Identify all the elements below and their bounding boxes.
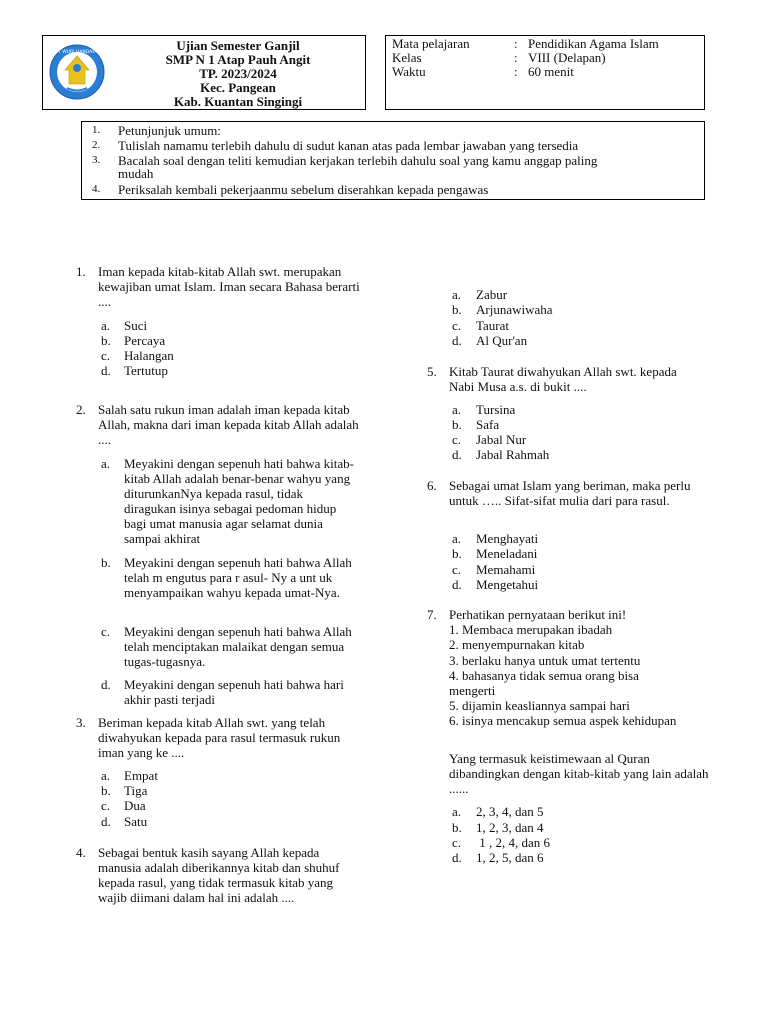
instruction-text: Bacalah soal dengan teliti kemudian kerjakan terlebih dahulu soal yang kamu anggap paling mudah bbox=[118, 153, 598, 181]
option-letter: a. bbox=[452, 531, 462, 546]
option-letter: b. bbox=[101, 555, 111, 570]
statement-item: 4. bahasanya tidak semua orang bisa mengerti bbox=[449, 668, 639, 698]
info-value: 60 menit bbox=[528, 64, 574, 79]
question-text: Salah satu rukun iman adalah iman kepada kitab Allah, makna dari iman kepada kitab Allah adalah .... bbox=[98, 402, 359, 447]
instruction-number: 2. bbox=[92, 139, 101, 151]
school-name: SMP N 1 Atap Pauh Angit bbox=[165, 52, 311, 67]
option-text[interactable]: Dua bbox=[124, 798, 146, 813]
option-letter: a. bbox=[452, 402, 462, 417]
instruction-number: 1. bbox=[92, 124, 101, 136]
logo-text: TUT WURI HANDAYANI bbox=[52, 50, 102, 55]
option-text[interactable]: Meyakini dengan sepenuh hati bahwa hari akhir pasti terjadi bbox=[124, 677, 344, 707]
info-colon: : bbox=[514, 50, 518, 65]
info-value: VIII (Delapan) bbox=[528, 50, 606, 65]
option-letter: a. bbox=[101, 768, 111, 783]
info-label: Mata pelajaran bbox=[392, 36, 470, 51]
option-text[interactable]: Halangan bbox=[124, 348, 174, 363]
question-text: Sebagai umat Islam yang beriman, maka perlu untuk ….. Sifat-sifat mulia dari para rasul. bbox=[449, 478, 691, 508]
question-prompt: Yang termasuk keistimewaan al Quran dibandingkan dengan kitab-kitab yang lain adalah ...... bbox=[449, 751, 709, 796]
option-text[interactable]: Zabur bbox=[476, 287, 508, 302]
instruction-number: 3. bbox=[92, 154, 101, 166]
option-letter: d. bbox=[101, 677, 111, 692]
statement-item: 2. menyempurnakan kitab bbox=[449, 637, 585, 652]
option-letter: b. bbox=[101, 333, 111, 348]
option-text[interactable]: Safa bbox=[476, 417, 500, 432]
option-letter: c. bbox=[452, 835, 462, 850]
option-letter: a. bbox=[101, 456, 111, 471]
option-text[interactable]: Suci bbox=[124, 318, 148, 333]
statement-item: 3. berlaku hanya untuk umat tertentu bbox=[449, 653, 641, 668]
option-letter: d. bbox=[101, 363, 111, 378]
option-letter: c. bbox=[452, 432, 462, 447]
question-number: 4. bbox=[76, 845, 86, 860]
option-text[interactable]: Tursina bbox=[476, 402, 516, 417]
question-number: 3. bbox=[76, 715, 86, 730]
option-letter: c. bbox=[101, 624, 111, 639]
option-text[interactable]: Menghayati bbox=[476, 531, 539, 546]
instruction-text: Tulislah namamu terlebih dahulu di sudut kanan atas pada lembar jawaban yang tersedia bbox=[118, 138, 579, 153]
exam-title: Ujian Semester Ganjil bbox=[176, 38, 300, 53]
option-letter: a. bbox=[452, 804, 462, 819]
option-text[interactable]: Taurat bbox=[476, 318, 510, 333]
option-text[interactable]: Tiga bbox=[124, 783, 148, 798]
option-text[interactable]: Arjunawiwaha bbox=[476, 302, 553, 317]
option-letter: c. bbox=[101, 348, 111, 363]
option-text[interactable]: Empat bbox=[124, 768, 158, 783]
school-year: TP. 2023/2024 bbox=[199, 66, 277, 81]
option-text[interactable]: Al Qur'an bbox=[476, 333, 528, 348]
school-header-box bbox=[42, 35, 366, 110]
option-letter: b. bbox=[101, 783, 111, 798]
option-letter: b. bbox=[452, 417, 462, 432]
question-text: Sebagai bentuk kasih sayang Allah kepada manusia adalah diberikannya kitab dan shuhuf kepada rasul, yang tidak termasuk kitab yang wajib diimani dalam hal ini adalah .... bbox=[98, 845, 340, 905]
subject-info-box bbox=[385, 35, 705, 110]
option-text[interactable]: Meyakini dengan sepenuh hati bahwa kitab- kitab Allah adalah benar-benar wahyu yang diturunkanNya kepada rasul, tidak diragukan isinya sebagai pedoman hidup bagi umat manusia agar selamat dunia sampai akhirat bbox=[124, 456, 354, 546]
option-text[interactable]: Satu bbox=[124, 814, 148, 829]
option-text[interactable]: Meneladani bbox=[476, 546, 538, 561]
school-logo-icon bbox=[49, 44, 105, 100]
option-text[interactable]: Percaya bbox=[124, 333, 166, 348]
option-letter: c. bbox=[452, 318, 462, 333]
option-letter: b. bbox=[452, 546, 462, 561]
instruction-text: Periksalah kembali pekerjaanmu sebelum diserahkan kepada pengawas bbox=[118, 182, 489, 197]
option-text[interactable]: Meyakini dengan sepenuh hati bahwa Allah telah m engutus para r asul- Ny a unt uk menyampaikan wahyu kepada umat-Nya. bbox=[124, 555, 352, 600]
question-text: Perhatikan pernyataan berikut ini! bbox=[449, 607, 627, 622]
instruction-number: 4. bbox=[92, 183, 101, 195]
option-text[interactable]: 1, 2, 3, dan 4 bbox=[476, 820, 544, 835]
question-number: 1. bbox=[76, 264, 86, 279]
option-letter: a. bbox=[452, 287, 462, 302]
statement-item: 1. Membaca merupakan ibadah bbox=[449, 622, 613, 637]
option-letter: c. bbox=[452, 562, 462, 577]
option-text[interactable]: Meyakini dengan sepenuh hati bahwa Allah telah menciptakan malaikat dengan semua tugas-tugasnya. bbox=[124, 624, 352, 669]
info-label: Kelas bbox=[392, 50, 422, 65]
option-text[interactable]: Memahami bbox=[476, 562, 536, 577]
option-text[interactable]: 2, 3, 4, dan 5 bbox=[476, 804, 544, 819]
question-text: Iman kepada kitab-kitab Allah swt. merupakan kewajiban umat Islam. Iman secara Bahasa berarti .... bbox=[98, 264, 360, 309]
option-text[interactable]: Tertutup bbox=[124, 363, 168, 378]
info-label: Waktu bbox=[392, 64, 426, 79]
option-text[interactable]: Mengetahui bbox=[476, 577, 539, 592]
district: Kec. Pangean bbox=[200, 80, 276, 95]
info-colon: : bbox=[514, 64, 518, 79]
instruction-text: Petunjunjuk umum: bbox=[118, 123, 221, 138]
option-letter: d. bbox=[101, 814, 111, 829]
option-text[interactable]: 1, 2, 5, dan 6 bbox=[476, 850, 544, 865]
option-letter: d. bbox=[452, 850, 462, 865]
option-text[interactable]: Jabal Nur bbox=[476, 432, 527, 447]
info-value: Pendidikan Agama Islam bbox=[528, 36, 659, 51]
question-number: 2. bbox=[76, 402, 86, 417]
statement-item: 6. isinya mencakup semua aspek kehidupan bbox=[449, 713, 677, 728]
option-text[interactable]: Jabal Rahmah bbox=[476, 447, 550, 462]
regency: Kab. Kuantan Singingi bbox=[173, 94, 303, 109]
question-text: Kitab Taurat diwahyukan Allah swt. kepada Nabi Musa a.s. di bukit .... bbox=[449, 364, 677, 394]
option-letter: c. bbox=[101, 798, 111, 813]
question-number: 7. bbox=[427, 607, 437, 622]
option-letter: b. bbox=[452, 820, 462, 835]
instructions-box bbox=[81, 121, 705, 200]
question-text: Beriman kepada kitab Allah swt. yang telah diwahyukan kepada para rasul termasuk rukun iman yang ke .... bbox=[98, 715, 341, 760]
option-letter: a. bbox=[101, 318, 111, 333]
statement-item: 5. dijamin keasliannya sampai hari bbox=[449, 698, 630, 713]
option-text[interactable]: 1 , 2, 4, dan 6 bbox=[476, 835, 551, 850]
option-letter: b. bbox=[452, 302, 462, 317]
info-colon: : bbox=[514, 36, 518, 51]
option-letter: d. bbox=[452, 447, 462, 462]
question-number: 5. bbox=[427, 364, 437, 379]
option-letter: d. bbox=[452, 333, 462, 348]
option-letter: d. bbox=[452, 577, 462, 592]
question-number: 6. bbox=[427, 478, 437, 493]
